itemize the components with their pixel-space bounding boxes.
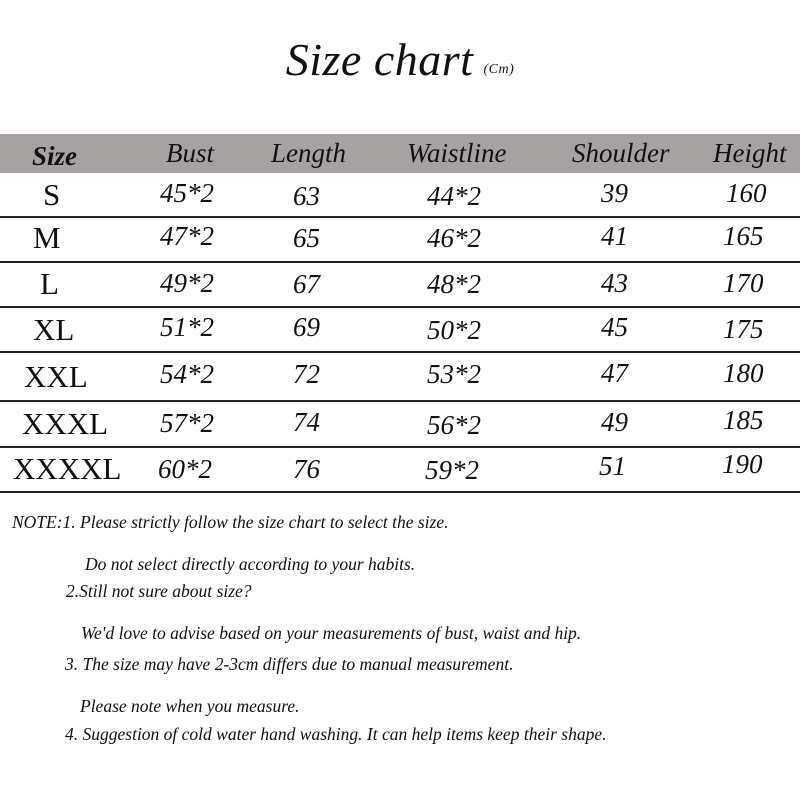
cell-waistline: 46*2 [427,223,481,253]
cell-bust: 51*2 [160,312,214,342]
note-line: 2.Still not sure about size? [66,581,252,601]
cell-shoulder: 51 [599,451,626,481]
cell-shoulder: 49 [601,407,628,437]
header-size: Size [32,141,78,171]
cell-waistline: 59*2 [425,455,479,485]
title-text: Size chart [285,34,474,85]
cell-height: 170 [723,268,764,298]
cell-height: 190 [722,449,763,479]
note-line: 3. The size may have 2-3cm differs due to manual measurement. [65,654,514,674]
cell-size: M [33,220,61,255]
cell-length: 65 [293,223,320,253]
cell-shoulder: 39 [601,178,628,208]
cell-length: 74 [293,407,320,437]
cell-bust: 57*2 [160,408,214,438]
cell-waistline: 56*2 [427,410,481,440]
note-line: 4. Suggestion of cold water hand washing. It can help items keep their shape. [65,724,607,744]
cell-length: 76 [293,454,320,484]
cell-bust: 49*2 [160,268,214,298]
cell-size: XL [33,312,75,347]
header-length: Length [271,138,347,168]
note-line: We'd love to advise based on your measurements of bust, waist and hip. [81,623,582,643]
cell-height: 175 [723,314,764,344]
cell-bust: 60*2 [158,454,212,484]
header-height: Height [713,138,787,168]
cell-height: 160 [726,178,767,208]
cell-waistline: 48*2 [427,269,481,299]
header-shoulder: Shoulder [572,138,670,168]
cell-waistline: 44*2 [427,181,481,211]
cell-shoulder: 43 [601,268,628,298]
cell-size: XXXXL [13,451,122,486]
header-bust: Bust [166,138,215,168]
note-line: Do not select directly according to your habits. [85,554,416,574]
cell-shoulder: 47 [601,358,628,388]
cell-height: 185 [723,405,764,435]
cell-waistline: 53*2 [427,359,481,389]
cell-length: 69 [293,312,320,342]
cell-size: S [43,177,61,212]
cell-shoulder: 45 [601,312,628,342]
cell-size: XXXL [22,406,109,441]
note-line: Please note when you measure. [80,696,300,716]
cell-length: 63 [293,181,320,211]
cell-height: 165 [723,221,764,251]
note-line: NOTE:1. Please strictly follow the size chart to select the size. [12,512,449,532]
cell-length: 67 [293,269,320,299]
cell-length: 72 [293,359,320,389]
title-unit: (Cm) [483,62,515,77]
header-waistline: Waistline [407,138,507,168]
cell-bust: 54*2 [160,359,214,389]
cell-waistline: 50*2 [427,315,481,345]
cell-bust: 45*2 [160,178,214,208]
cell-height: 180 [723,358,764,388]
cell-size: L [40,266,59,301]
cell-shoulder: 41 [601,221,628,251]
cell-bust: 47*2 [160,221,214,251]
cell-size: XXL [24,359,88,394]
